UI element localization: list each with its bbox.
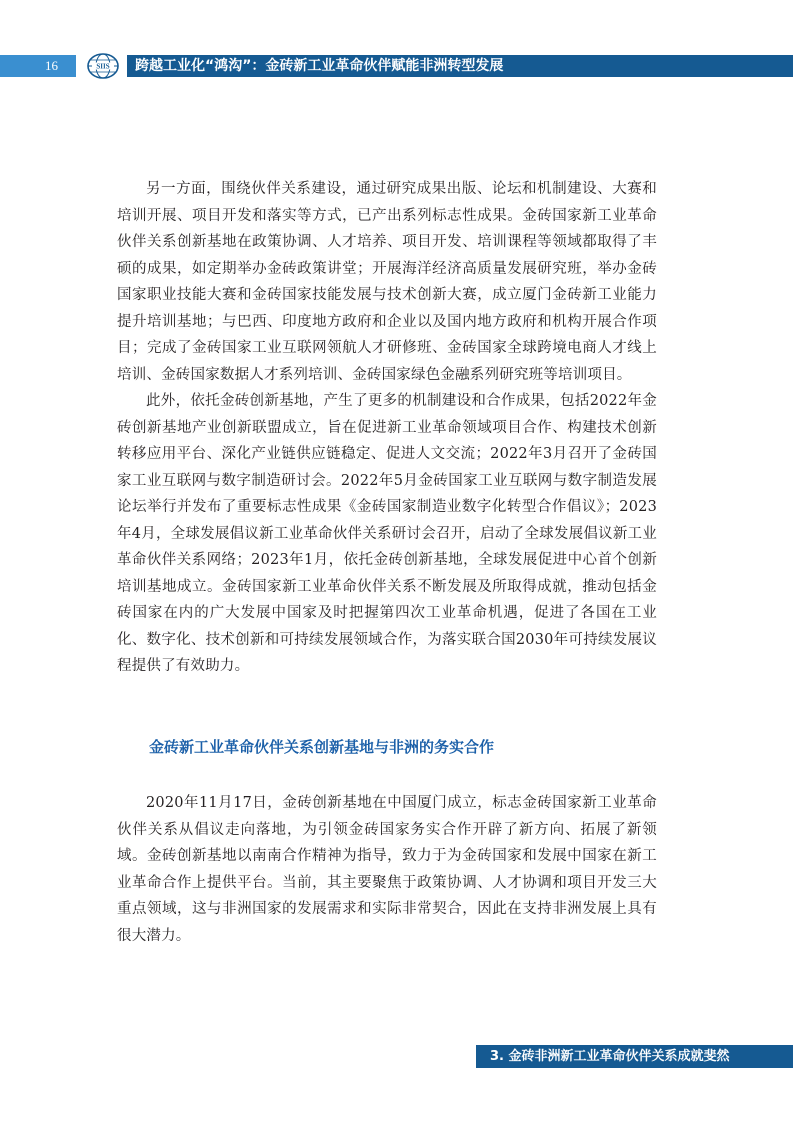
body-text	[117, 176, 657, 680]
running-header-title: 跨越工业化“鸿沟”：金砖新工业革命伙伴赋能非洲转型发展	[127, 55, 793, 77]
page-number: 16	[0, 55, 76, 77]
running-footer-chapter: 3. 金砖非洲新工业革命伙伴关系成就斐然	[476, 1045, 793, 1068]
paragraph: 2020年11月17日，金砖创新基地在中国厦门成立，标志金砖国家新工业革命伙伴关系从倡议走向落地，为引领金砖国家务实合作开辟了新方向、拓展了新领域。金砖创新基地以南南合作精神为指导，致力于为金砖国家和发展中国家在新工业革命合作上提供平台。当前，其主要聚焦于政策协调、人才协调和项目开发三大重点领域，这与非洲国家的发展需求和实际非常契合，因此在支持非洲发展上具有很大潜力。	[117, 795, 657, 944]
paragraph: 另一方面，围绕伙伴关系建设，通过研究成果出版、论坛和机制建设、大赛和培训开展、项目开发和落实等方式，已产出系列标志性成果。金砖国家新工业革命伙伴关系创新基地在政策协调、人才培养、项目开发、培训课程等领域都取得了丰硕的成果，如定期举办金砖政策讲堂；开展海洋经济高质量发展研究班，举办金砖国家职业技能大赛和金砖国家技能发展与技术创新大赛，成立厦门金砖新工业能力提升培训基地；与巴西、印度地方政府和企业以及国内地方政府和机构开展合作项目；完成了金砖国家工业互联网领航人才研修班、金砖国家全球跨境电商人才线上培训、金砖国家数据人才系列培训、金砖国家绿色金融系列研究班等培训项目。	[117, 181, 657, 383]
svg-text:SIIS: SIIS	[96, 62, 110, 71]
paragraph: 此外，依托金砖创新基地，产生了更多的机制建设和合作成果，包括2022年金砖创新基地产业创新联盟成立，旨在促进新工业革命领域项目合作、构建技术创新转移应用平台、深化产业链供应链稳定、促进人文交流；2022年3月召开了金砖国家工业互联网与数字制造研讨会。2022年5月金砖国家工业互联网与数字制造发展论坛举行并发布了重要标志性成果《金砖国家制造业数字化转型合作倡议》；2023年4月，全球发展倡议新工业革命伙伴关系研讨会召开，启动了全球发展倡议新工业革命伙伴关系网络；2023年1月，依托金砖创新基地，全球发展促进中心首个创新培训基地成立。金砖国家新工业革命伙伴关系不断发展及所取得成就，推动包括金砖国家在内的广大发展中国家及时把握第四次工业革命机遇，促进了各国在工业化、数字化、技术创新和可持续发展领域合作，为落实联合国2030年可持续发展议程提供了有效助力。	[117, 393, 657, 674]
section-heading: 金砖新工业革命伙伴关系创新基地与非洲的务实合作	[149, 738, 495, 756]
siis-logo	[86, 52, 120, 80]
section-body-text	[117, 790, 657, 949]
